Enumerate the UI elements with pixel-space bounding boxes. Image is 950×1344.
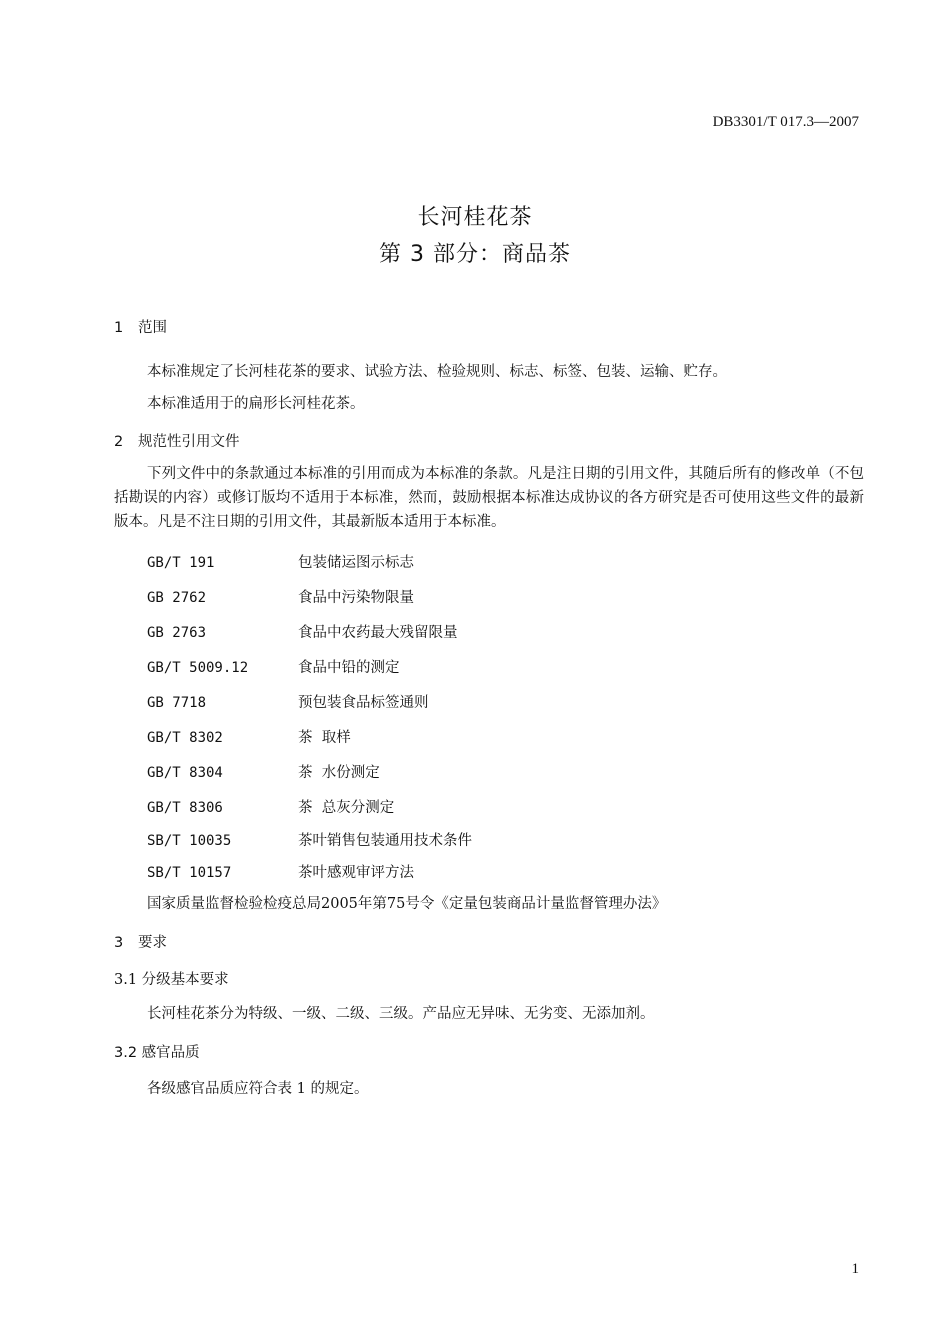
document-code: DB3301/T 017.3—2007 (712, 114, 859, 130)
reference-code: GB 2762 (147, 590, 207, 606)
section-3-number: 3 (114, 935, 124, 951)
decree-reference: 国家质量监督检验检疫总局2005年第75号令《定量包装商品计量监督管理办法》 (147, 896, 667, 912)
reference-title: 茶 取样 (298, 730, 351, 746)
reference-row (147, 621, 458, 642)
subsection-3-2-heading: 3.2 感官品质 (114, 1045, 200, 1061)
section-2-number: 2 (114, 434, 124, 450)
reference-title: 茶叶感观审评方法 (298, 865, 414, 881)
section-3-title: 要求 (138, 935, 167, 951)
document-title: 长河桂花茶 (417, 205, 533, 230)
reference-title: 食品中农药最大残留限量 (298, 625, 458, 641)
reference-row (147, 796, 394, 817)
section-2-heading (114, 430, 240, 451)
subsection-3-2-text: 各级感官品质应符合表 1 的规定。 (147, 1081, 369, 1097)
subsection-3-1-text: 长河桂花茶分为特级、一级、二级、三级。产品应无异味、无劣变、无添加剂。 (147, 1006, 655, 1022)
reference-code: GB/T 8304 (147, 765, 223, 781)
reference-row (147, 586, 414, 607)
reference-title: 包装储运图示标志 (298, 555, 414, 571)
reference-row (147, 861, 414, 882)
section-1-number: 1 (114, 320, 124, 336)
reference-row (147, 691, 429, 712)
reference-title: 茶叶销售包装通用技术条件 (298, 833, 472, 849)
reference-code: GB/T 8302 (147, 730, 223, 746)
reference-title: 食品中污染物限量 (298, 590, 414, 606)
reference-title: 茶 水份测定 (298, 765, 380, 781)
reference-code: GB/T 5009.12 (147, 660, 249, 676)
reference-title: 食品中铅的测定 (298, 660, 400, 676)
reference-row (147, 761, 380, 782)
reference-row (147, 726, 351, 747)
reference-title: 茶 总灰分测定 (298, 800, 395, 816)
section-1-paragraph-2: 本标准适用于的扁形长河桂花茶。 (147, 396, 365, 412)
reference-row (147, 656, 400, 677)
reference-row (147, 829, 472, 850)
section-2-title: 规范性引用文件 (138, 434, 240, 450)
section-1-title: 范围 (138, 320, 167, 336)
subsection-3-1-heading: 3.1 分级基本要求 (114, 972, 229, 988)
reference-code: SB/T 10035 (147, 833, 232, 849)
reference-code: SB/T 10157 (147, 865, 232, 881)
reference-code: GB/T 8306 (147, 800, 223, 816)
document-subtitle: 第 3 部分：商品茶 (379, 242, 571, 267)
reference-code: GB 2763 (147, 625, 207, 641)
section-1-heading (114, 316, 167, 337)
reference-code: GB/T 191 (147, 555, 215, 571)
section-1-paragraph-1: 本标准规定了长河桂花茶的要求、试验方法、检验规则、标志、标签、包装、运输、贮存。 (147, 364, 727, 380)
section-3-heading (114, 931, 167, 952)
reference-row (147, 551, 414, 572)
reference-title: 预包装食品标签通则 (298, 695, 429, 711)
reference-code: GB 7718 (147, 695, 207, 711)
section-2-intro: 下列文件中的条款通过本标准的引用而成为本标准的条款。凡是注日期的引用文件，其随后所有的修改单（不包括勘误的内容）或修订版均不适用于本标准，然而，鼓励根据本标准达成协议的各方研究是否可使用这些文件的最新版本。凡是不注日期的引用文件，其最新版本适用于本标准。 (114, 466, 864, 530)
page-number: 1 (851, 1261, 859, 1277)
